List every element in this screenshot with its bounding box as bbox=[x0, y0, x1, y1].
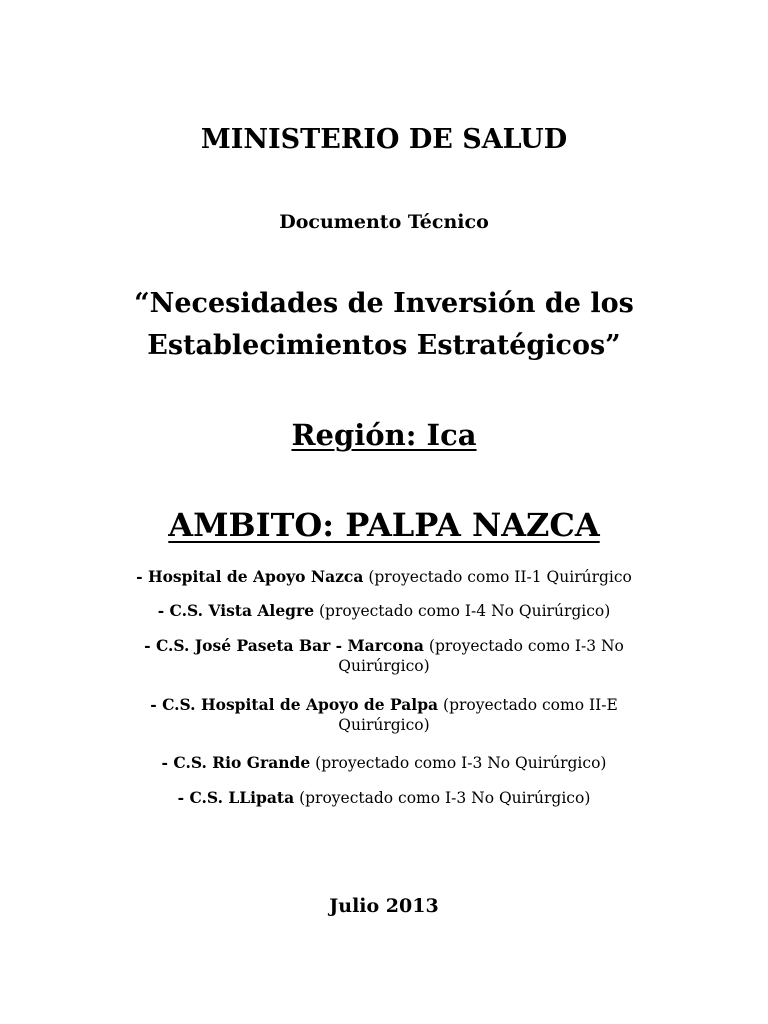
facility-item bbox=[0, 635, 768, 657]
region-heading bbox=[0, 418, 768, 452]
facility-prefix: - bbox=[161, 753, 174, 772]
facility-name: Hospital de Apoyo Nazca bbox=[147, 567, 364, 586]
facility-note: (proyectado como I-3 No bbox=[423, 637, 624, 655]
facility-note: (proyectado como I-4 No Quirúrgico) bbox=[314, 602, 611, 620]
facility-name: C.S. Rio Grande bbox=[173, 753, 311, 772]
document-type: Documento Técnico bbox=[279, 211, 489, 233]
ambito-label: AMBITO: PALPA NAZCA bbox=[168, 506, 600, 544]
document-title-line-2: Establecimientos Estratégicos” bbox=[147, 330, 621, 361]
document-date: Julio 2013 bbox=[329, 895, 439, 917]
facility-item bbox=[0, 694, 768, 716]
facility-name: C.S. Hospital de Apoyo de Palpa bbox=[162, 695, 439, 714]
facility-note: (proyectado como II-E bbox=[438, 696, 618, 714]
facility-note: (proyectado como I-3 No Quirúrgico) bbox=[310, 754, 607, 772]
document-title-line-1: “Necesidades de Inversión de los bbox=[134, 288, 634, 319]
facility-item bbox=[0, 566, 768, 588]
facility-name: C.S. LLipata bbox=[189, 788, 295, 807]
facility-prefix: - bbox=[157, 601, 170, 620]
facility-prefix: - bbox=[177, 788, 190, 807]
facility-prefix: - bbox=[144, 636, 156, 655]
facility-note: (proyectado como I-3 No Quirúrgico) bbox=[294, 789, 591, 807]
facility-note-continuation: Quirúrgico) bbox=[338, 657, 430, 675]
facility-item bbox=[0, 600, 768, 622]
facility-note: (proyectado como II-1 Quirúrgico bbox=[363, 568, 632, 586]
ambito-heading bbox=[0, 506, 768, 544]
facility-prefix: - bbox=[150, 695, 163, 714]
ministry-heading: MINISTERIO DE SALUD bbox=[200, 124, 568, 155]
facility-name: C.S. Vista Alegre bbox=[169, 601, 315, 620]
facility-name: C.S. José Paseta Bar - Marcona bbox=[155, 636, 424, 655]
facility-item bbox=[0, 752, 768, 774]
region-label: Región: Ica bbox=[291, 418, 477, 452]
facility-item bbox=[0, 787, 768, 809]
facility-prefix: - bbox=[136, 567, 148, 586]
facility-note-continuation: Quirúrgico) bbox=[338, 716, 430, 734]
